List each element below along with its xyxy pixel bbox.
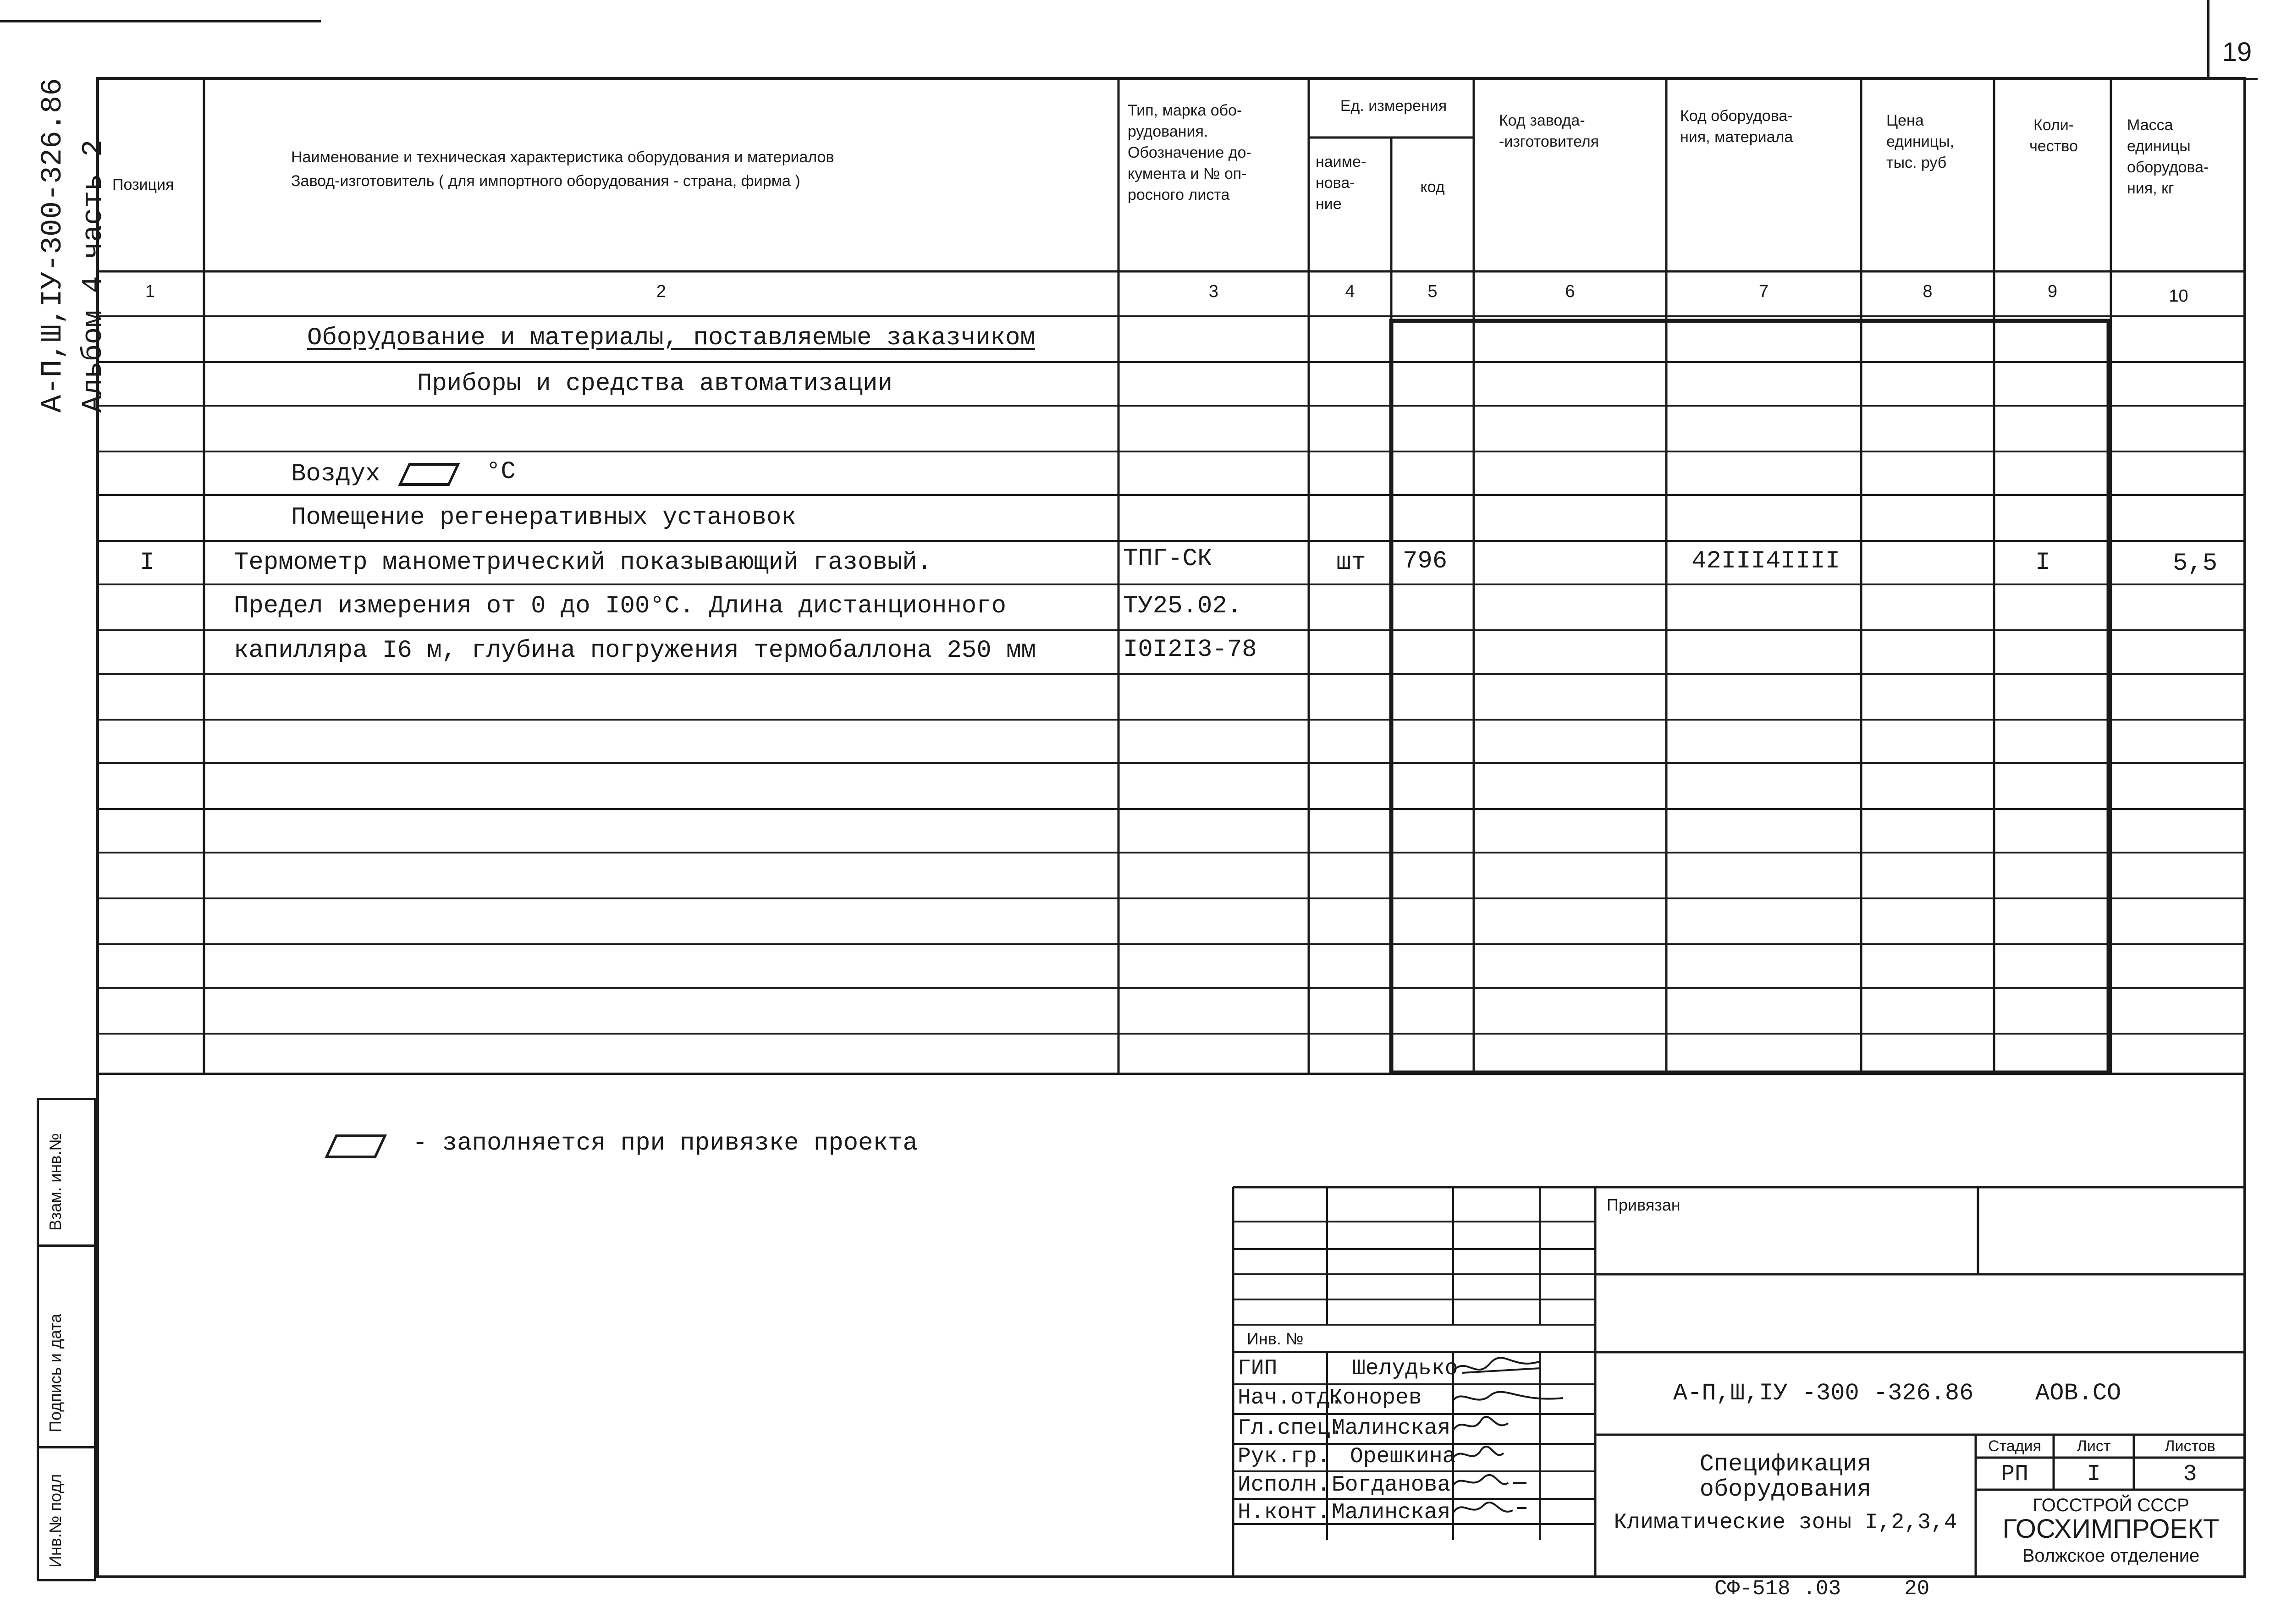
role-norm-control: Н.конт. — [1238, 1500, 1330, 1525]
stage-label: Стадия — [1988, 1437, 2041, 1455]
name-chief-spec: Малинская — [1332, 1416, 1451, 1441]
org-line1: ГОССТРОЙ СССР — [2033, 1495, 2189, 1515]
name-norm-control: Малинская — [1332, 1500, 1451, 1525]
item-type-line3: I0I2I3-78 — [1123, 636, 1257, 664]
doc-title-line3: Климатические зоны I,2,3,4 — [1614, 1510, 1957, 1535]
medium-prefix: Воздух — [291, 460, 380, 488]
item-type-line2: ТУ25.02. — [1123, 592, 1242, 620]
stamp-field-signature-date: Подпись и дата — [46, 1314, 65, 1432]
stamp-field-original-inv: Инв.№ подл — [46, 1474, 65, 1568]
stamp-field-replace-inv: Взам. инв.№ — [46, 1133, 65, 1231]
col-number: 5 — [1427, 282, 1438, 301]
sheets-value: 3 — [2183, 1461, 2197, 1487]
col-number: 9 — [2047, 282, 2058, 301]
footer-code: СФ-518 .03 20 — [1714, 1577, 1930, 1601]
item-position: I — [140, 549, 155, 577]
name-group-lead: Орешкина — [1350, 1444, 1456, 1469]
item-equipment-code: 42III4IIII — [1691, 547, 1840, 575]
item-name-line3: капилляра I6 м, глубина погружения термобаллона 250 мм — [234, 637, 1036, 665]
header-name-line1: Наименование и техническая характеристика оборудования и материалов — [291, 149, 834, 166]
room-label: Помещение регенеративных установок — [291, 504, 796, 532]
sheets-label: Листов — [2165, 1437, 2215, 1455]
item-unit-code: 796 — [1403, 547, 1448, 575]
header-factory-code: Код завода- -изготовителя — [1499, 112, 1599, 150]
doc-code: А-П,Ш,IУ -300 -326.86 — [1673, 1380, 1974, 1407]
page-number: 19 — [2222, 37, 2252, 67]
privyazan-label: Привязан — [1607, 1195, 1680, 1214]
inv-no-label: Инв. № — [1247, 1329, 1304, 1348]
doc-mark: АОВ.СО — [2035, 1380, 2121, 1407]
name-head-dept: Конорев — [1329, 1386, 1422, 1410]
header-unit-price: Цена единицы, тыс. руб — [1886, 112, 1955, 171]
item-name-line2: Предел измерения от 0 до I00°C. Длина дистанционного — [234, 592, 1007, 620]
subsection-title: Приборы и средства автоматизации — [417, 370, 893, 398]
role-chief-spec: Гл.спец. — [1238, 1416, 1344, 1441]
col-number: 3 — [1208, 282, 1219, 301]
sheet-value: I — [2087, 1461, 2101, 1487]
role-executor: Исполн. — [1238, 1473, 1330, 1497]
item-unit-name: шт — [1336, 549, 1366, 577]
role-head-dept: Нач.отд. — [1238, 1386, 1344, 1410]
role-gip: ГИП — [1238, 1356, 1278, 1381]
item-type-line1: ТПГ-СК — [1123, 545, 1212, 573]
item-mass: 5,5 — [2173, 550, 2218, 578]
side-label-line2: Альбом 4 часть 2 — [77, 139, 110, 413]
header-unit-group: Ед. измерения — [1340, 97, 1447, 115]
org-line2: ГОСХИМПРОЕКТ — [2002, 1514, 2220, 1544]
header-name-line2: Завод-изготовитель ( для импортного оборудования - страна, фирма ) — [291, 172, 800, 190]
sheet-label: Лист — [2077, 1437, 2111, 1455]
col-number: 2 — [656, 282, 667, 301]
header-quantity: Коли- чество — [2029, 116, 2078, 155]
header-position: Позиция — [112, 176, 174, 193]
col-number: 4 — [1345, 282, 1355, 301]
col-number: 6 — [1565, 282, 1575, 301]
header-equipment-code: Код оборудова- ния, материала — [1680, 107, 1793, 146]
header-type: Тип, марка обо- рудования. Обозначение до- кумента и № оп- росного листа — [1128, 102, 1251, 204]
header-unit-name: наиме- нова- ние — [1316, 153, 1366, 213]
side-label-line1: А-П,Ш,IУ-300-326.86 — [37, 78, 70, 413]
doc-title-line2: оборудования — [1699, 1476, 1872, 1503]
medium-unit: °C — [486, 458, 516, 486]
stage-value: РП — [2000, 1461, 2028, 1487]
section-title: Оборудование и материалы, поставляемые заказчиком — [307, 324, 1035, 352]
doc-title-line1: Спецификация — [1699, 1451, 1872, 1478]
item-name-line1: Термометр манометрический показывающий газовый. — [234, 549, 932, 577]
item-quantity: I — [2035, 549, 2050, 577]
header-mass: Масса единицы оборудова- ния, кг — [2127, 116, 2209, 197]
col-number: 1 — [145, 282, 155, 301]
name-executor: Богданова — [1332, 1473, 1451, 1497]
role-group-lead: Рук.гр. — [1238, 1444, 1330, 1469]
col-number: 10 — [2169, 286, 2188, 306]
col-number: 8 — [1923, 282, 1933, 301]
handwritten-signatures — [1449, 1352, 1595, 1526]
header-unit-code: код — [1420, 178, 1445, 196]
org-line3: Волжское отделение — [2022, 1546, 2200, 1566]
legend-text: - заполняется при привязке проекта — [413, 1129, 918, 1157]
col-number: 7 — [1758, 282, 1769, 301]
name-gip: Шелудько — [1352, 1356, 1458, 1381]
